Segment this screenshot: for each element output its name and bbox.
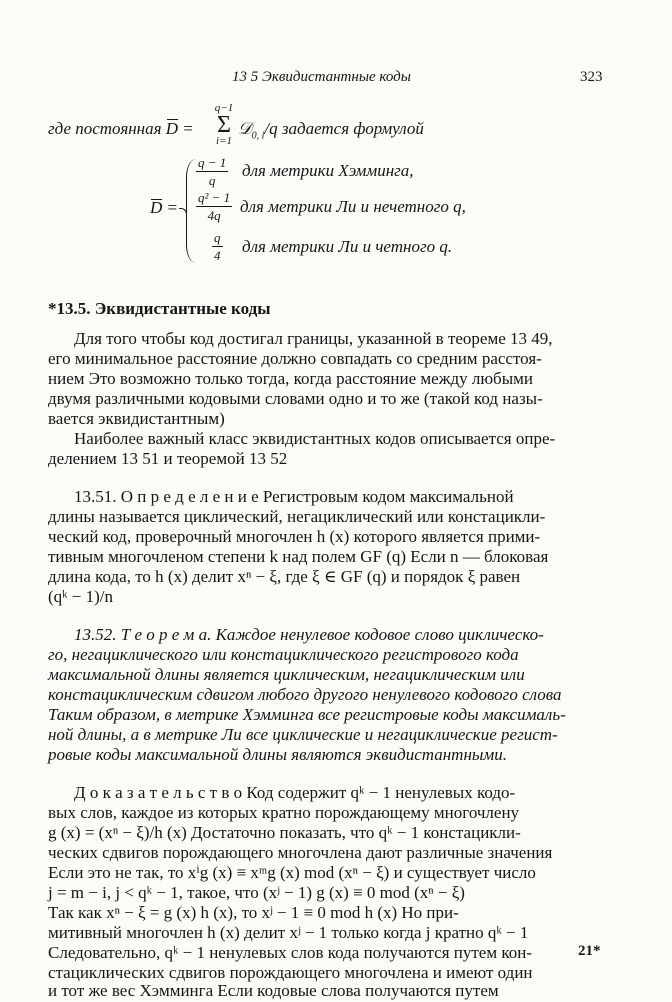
body-line: Наиболее важный класс эквидистантных кодов описывается опре- [74, 429, 556, 448]
body-line: вается эквидистантным) [48, 409, 225, 428]
sum-term-tail: /q [264, 119, 278, 138]
case-2-denominator: 4q [207, 208, 221, 223]
proof-line: Следовательно, qᵏ − 1 ненулевых слов кода получаются путем кон- [48, 943, 533, 962]
proof-line: Так как xⁿ − ξ = g (x) h (x), то xʲ − 1 ≡ 0 mod h (x) Но при- [48, 903, 459, 922]
proof-line: ческих сдвигов порождающего многочлена дают различные значения [48, 843, 553, 862]
theorem-line: 13.52. Т е о р е м а. Каждое ненулевое кодовое слово циклическо- [74, 625, 544, 644]
formula-intro-suffix: задается формулой [281, 119, 424, 138]
case-1-denominator: q [208, 173, 216, 188]
dbar-symbol: D [165, 119, 179, 138]
proof-line: g (x) = (xⁿ − ξ)/h (x) Достаточно показать, что qᵏ − 1 констацикли- [48, 823, 521, 842]
proof-line: Д о к а з а т е л ь с т в о Код содержит qᵏ − 1 ненулевых кодо- [74, 783, 516, 802]
case-2-fraction [196, 190, 232, 223]
sum-term-symbol: 𝒟 [238, 119, 252, 138]
case-3-text: для метрики Ли и четного q. [242, 237, 453, 256]
case-3-denominator: 4 [214, 248, 221, 263]
body-line: Для того чтобы код достигал границы, указанной в теореме 13 49, [74, 329, 553, 348]
page-number: 323 [580, 69, 603, 85]
case-3-numerator: q [214, 230, 221, 245]
body-line: нием Это возможно только тогда, когда расстояние между любыми [48, 369, 533, 388]
case-3-fraction [212, 230, 223, 263]
sum-operator [213, 103, 235, 147]
sum-lower-limit: i=1 [216, 135, 232, 147]
definition-line: длины называется циклический, негациклический или констацикли- [48, 507, 546, 526]
theorem-line: го, негациклического или констациклического регистрового кода [48, 645, 519, 664]
lhs-eq: = [166, 198, 179, 217]
sum-upper-limit: q−1 [214, 102, 234, 114]
definition-line: длина кода, то h (x) делит xⁿ − ξ, где ξ ∈ GF (q) и порядок ξ равен [48, 567, 521, 586]
theorem-line: констациклическим сдвигом любого другого ненулевого кодового слова [48, 685, 562, 704]
case-1-fraction [196, 155, 228, 188]
formula-intro [48, 118, 194, 140]
theorem-line: ной длины, а в метрике Ли все циклические и негациклические регист- [48, 725, 558, 744]
d-equals [150, 198, 178, 218]
proof-line: j = m − i, j < qᵏ − 1, такое, что (xʲ − 1) g (x) ≡ 0 mod (xⁿ − ξ) [48, 883, 465, 902]
body-line: двумя различными кодовыми словами одно и то же (такой код назы- [48, 389, 543, 408]
dbar-symbol-lhs: D [150, 198, 163, 217]
case-1-numerator: q − 1 [198, 155, 227, 170]
body-line: его минимальное расстояние должно совпадать со средним расстоя- [48, 349, 542, 368]
proof-line: вых слов, каждое из которых кратно порождающему многочлену [48, 803, 520, 822]
proof-line: стациклических сдвигов порождающего многочлена и имеют один [48, 963, 533, 982]
proof-line: митивный многочлен h (x) делит xʲ − 1 только когда j кратно qᵏ − 1 [48, 923, 529, 942]
signature-mark: 21* [578, 943, 601, 959]
case-2-numerator: q² − 1 [198, 190, 231, 205]
sum-term-sub: 0, i [251, 130, 265, 142]
sum-sigma: Σ [217, 112, 231, 138]
body-line: делением 13 51 и теоремой 13 52 [48, 449, 288, 468]
proof-line: Если это не так, то xⁱg (x) ≡ xᵐg (x) mod (xⁿ − ξ) и существует число [48, 863, 536, 882]
definition-line: (qᵏ − 1)/n [48, 587, 113, 606]
theorem-line: максимальной длины является циклическим, негациклическим или [48, 665, 525, 684]
case-2-text: для метрики Ли и нечетного q, [240, 197, 466, 216]
section-title: *13.5. Эквидистантные коды [48, 299, 271, 318]
case-1-text: для метрики Хэмминга, [242, 161, 414, 180]
running-head: 13 5 Эквидистантные коды [232, 69, 411, 85]
theorem-line: ровые коды максимальной длины являются эквидистантными. [48, 745, 507, 764]
definition-line: ческий код, проверочный многочлен h (x) которого является прими- [48, 527, 541, 546]
proof-line: и тот же вес Хэмминга Если кодовые слова получаются путем [48, 981, 499, 1000]
formula-eq: = [182, 119, 194, 138]
sum-term [238, 118, 424, 147]
formula-intro-prefix: где постоянная [48, 119, 162, 138]
theorem-line: Таким образом, в метрике Хэмминга все регистровые коды максималь- [48, 705, 566, 724]
definition-line: тивным многочленом степени k над полем GF (q) Если n — блоковая [48, 547, 549, 566]
definition-line: 13.51. О п р е д е л е н и е Регистровым кодом максимальной [74, 487, 514, 506]
